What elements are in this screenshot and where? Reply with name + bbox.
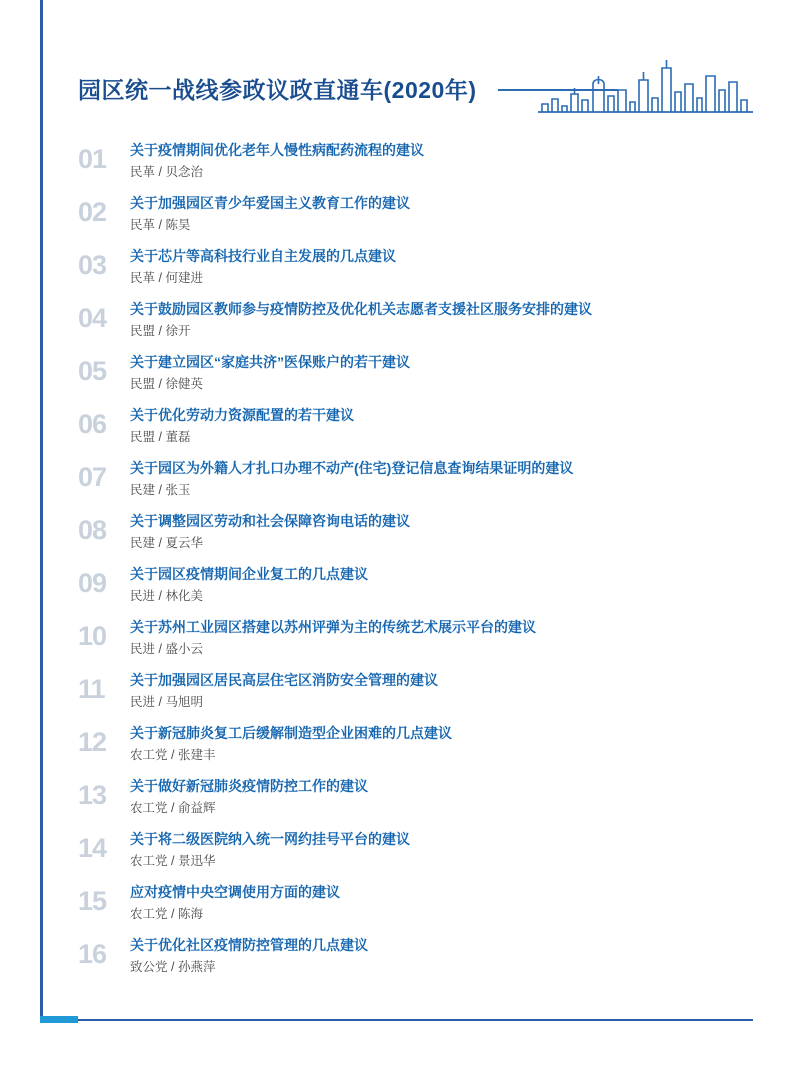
item-number: 06: [78, 409, 107, 439]
item-meta: [130, 959, 753, 976]
item-title: 关于芯片等高科技行业自主发展的几点建议: [130, 248, 396, 264]
item-number: 14: [78, 833, 107, 863]
meta-separator: /: [158, 165, 166, 179]
item-meta: [130, 217, 753, 234]
item-number: 15: [78, 886, 107, 916]
list-item: [78, 299, 753, 352]
item-body: [130, 670, 753, 711]
item-title: 关于做好新冠肺炎疫情防控工作的建议: [130, 778, 368, 794]
footer-rule: [78, 1019, 753, 1021]
meta-separator: /: [158, 430, 166, 444]
item-party: 农工党: [130, 907, 168, 921]
item-author: 盛小云: [165, 642, 203, 656]
item-meta: [130, 429, 753, 446]
item-number: 07: [78, 462, 107, 492]
list-item: [78, 882, 753, 935]
meta-separator: /: [158, 218, 166, 232]
item-number: 16: [78, 939, 107, 969]
meta-separator: /: [158, 377, 166, 391]
item-party: 民革: [130, 165, 156, 179]
item-title: 关于园区为外籍人才扎口办理不动产(住宅)登记信息查询结果证明的建议: [130, 460, 574, 476]
item-body: [130, 140, 753, 181]
list-item: [78, 829, 753, 882]
item-body: [130, 193, 753, 234]
item-title: 关于优化社区疫情防控管理的几点建议: [130, 937, 368, 953]
item-body: [130, 617, 753, 658]
meta-separator: /: [158, 324, 166, 338]
item-author: 贝念治: [165, 165, 203, 179]
item-title: 关于优化劳动力资源配置的若干建议: [130, 407, 354, 423]
item-title: 关于加强园区居民高层住宅区消防安全管理的建议: [130, 672, 438, 688]
item-body: [130, 776, 753, 817]
item-party: 民革: [130, 271, 156, 285]
item-meta: [130, 588, 753, 605]
item-title: 关于新冠肺炎复工后缓解制造型企业困难的几点建议: [130, 725, 452, 741]
meta-separator: /: [171, 960, 178, 974]
item-number: 03: [78, 250, 107, 280]
item-author: 徐开: [165, 324, 191, 338]
item-party: 民建: [130, 536, 156, 550]
list-item: [78, 670, 753, 723]
item-meta: [130, 535, 753, 552]
page-title: 园区统一战线参政议政直通车(2020年): [78, 77, 477, 103]
meta-separator: /: [171, 801, 178, 815]
item-party: 致公党: [130, 960, 168, 974]
left-vertical-rule: [40, 0, 43, 1020]
meta-separator: /: [158, 589, 166, 603]
item-title: 关于加强园区青少年爱国主义教育工作的建议: [130, 195, 410, 211]
item-party: 民进: [130, 589, 156, 603]
item-body: [130, 723, 753, 764]
item-title: 关于园区疫情期间企业复工的几点建议: [130, 566, 368, 582]
item-author: 林化美: [165, 589, 203, 603]
list-item: [78, 617, 753, 670]
item-meta: [130, 641, 753, 658]
item-number: 09: [78, 568, 107, 598]
item-number: 12: [78, 727, 107, 757]
item-party: 民进: [130, 695, 156, 709]
list-item: [78, 352, 753, 405]
item-party: 民盟: [130, 377, 156, 391]
item-title: 关于疫情期间优化老年人慢性病配药流程的建议: [130, 142, 424, 158]
list-item: [78, 776, 753, 829]
meta-separator: /: [158, 642, 166, 656]
item-meta: [130, 747, 753, 764]
item-author: 徐健英: [165, 377, 203, 391]
item-number: 08: [78, 515, 107, 545]
item-number: 02: [78, 197, 107, 227]
item-meta: [130, 694, 753, 711]
item-title: 关于苏州工业园区搭建以苏州评弹为主的传统艺术展示平台的建议: [130, 619, 536, 635]
item-author: 俞益辉: [177, 801, 216, 815]
list-item: [78, 246, 753, 299]
item-party: 民进: [130, 642, 156, 656]
meta-separator: /: [171, 907, 178, 921]
item-meta: [130, 906, 753, 923]
meta-separator: /: [158, 483, 166, 497]
item-number: 04: [78, 303, 107, 333]
item-meta: [130, 164, 753, 181]
item-number: 10: [78, 621, 107, 651]
item-party: 农工党: [130, 748, 168, 762]
item-body: [130, 352, 753, 393]
item-party: 民盟: [130, 430, 156, 444]
item-party: 民盟: [130, 324, 156, 338]
item-title: 关于建立园区“家庭共济”医保账户的若干建议: [130, 354, 410, 370]
item-author: 陈海: [177, 907, 203, 921]
item-body: [130, 511, 753, 552]
item-title: 关于将二级医院纳入统一网约挂号平台的建议: [130, 831, 410, 847]
item-number: 05: [78, 356, 107, 386]
item-party: 民建: [130, 483, 156, 497]
list-item: [78, 511, 753, 564]
meta-separator: /: [171, 748, 178, 762]
item-party: 农工党: [130, 801, 168, 815]
list-item: [78, 405, 753, 458]
item-author: 孙燕萍: [177, 960, 216, 974]
item-body: [130, 829, 753, 870]
item-meta: [130, 800, 753, 817]
item-meta: [130, 376, 753, 393]
item-body: [130, 458, 753, 499]
meta-separator: /: [171, 854, 178, 868]
item-author: 景迅华: [177, 854, 216, 868]
item-meta: [130, 853, 753, 870]
item-body: [130, 564, 753, 605]
item-author: 何建进: [165, 271, 203, 285]
list-item: [78, 723, 753, 776]
item-meta: [130, 482, 753, 499]
item-body: [130, 882, 753, 923]
item-body: [130, 405, 753, 446]
item-meta: [130, 323, 753, 340]
meta-separator: /: [158, 695, 166, 709]
item-author: 张建丰: [177, 748, 216, 762]
item-body: [130, 299, 753, 340]
item-author: 马旭明: [165, 695, 203, 709]
list-item: [78, 564, 753, 617]
meta-separator: /: [158, 271, 166, 285]
item-body: [130, 935, 753, 976]
item-title: 关于鼓励园区教师参与疫情防控及优化机关志愿者支援社区服务安排的建议: [130, 301, 592, 317]
item-number: 13: [78, 780, 107, 810]
list-item: [78, 458, 753, 511]
item-author: 夏云华: [165, 536, 203, 550]
item-meta: [130, 270, 753, 287]
item-body: [130, 246, 753, 287]
list-item: [78, 935, 753, 988]
item-party: 民革: [130, 218, 156, 232]
item-title: 应对疫情中央空调使用方面的建议: [130, 884, 340, 900]
item-party: 农工党: [130, 854, 168, 868]
item-title: 关于调整园区劳动和社会保障咨询电话的建议: [130, 513, 410, 529]
list-item: [78, 193, 753, 246]
item-number: 01: [78, 144, 107, 174]
item-author: 张玉: [165, 483, 191, 497]
footer-accent-bar: [40, 1016, 78, 1023]
page-header: [78, 62, 753, 118]
meta-separator: /: [158, 536, 166, 550]
item-author: 陈昊: [165, 218, 191, 232]
city-skyline-icon: [538, 54, 753, 120]
item-author: 董磊: [165, 430, 191, 444]
item-number: 11: [78, 674, 105, 704]
list-item: [78, 140, 753, 193]
proposal-list: [78, 140, 753, 988]
